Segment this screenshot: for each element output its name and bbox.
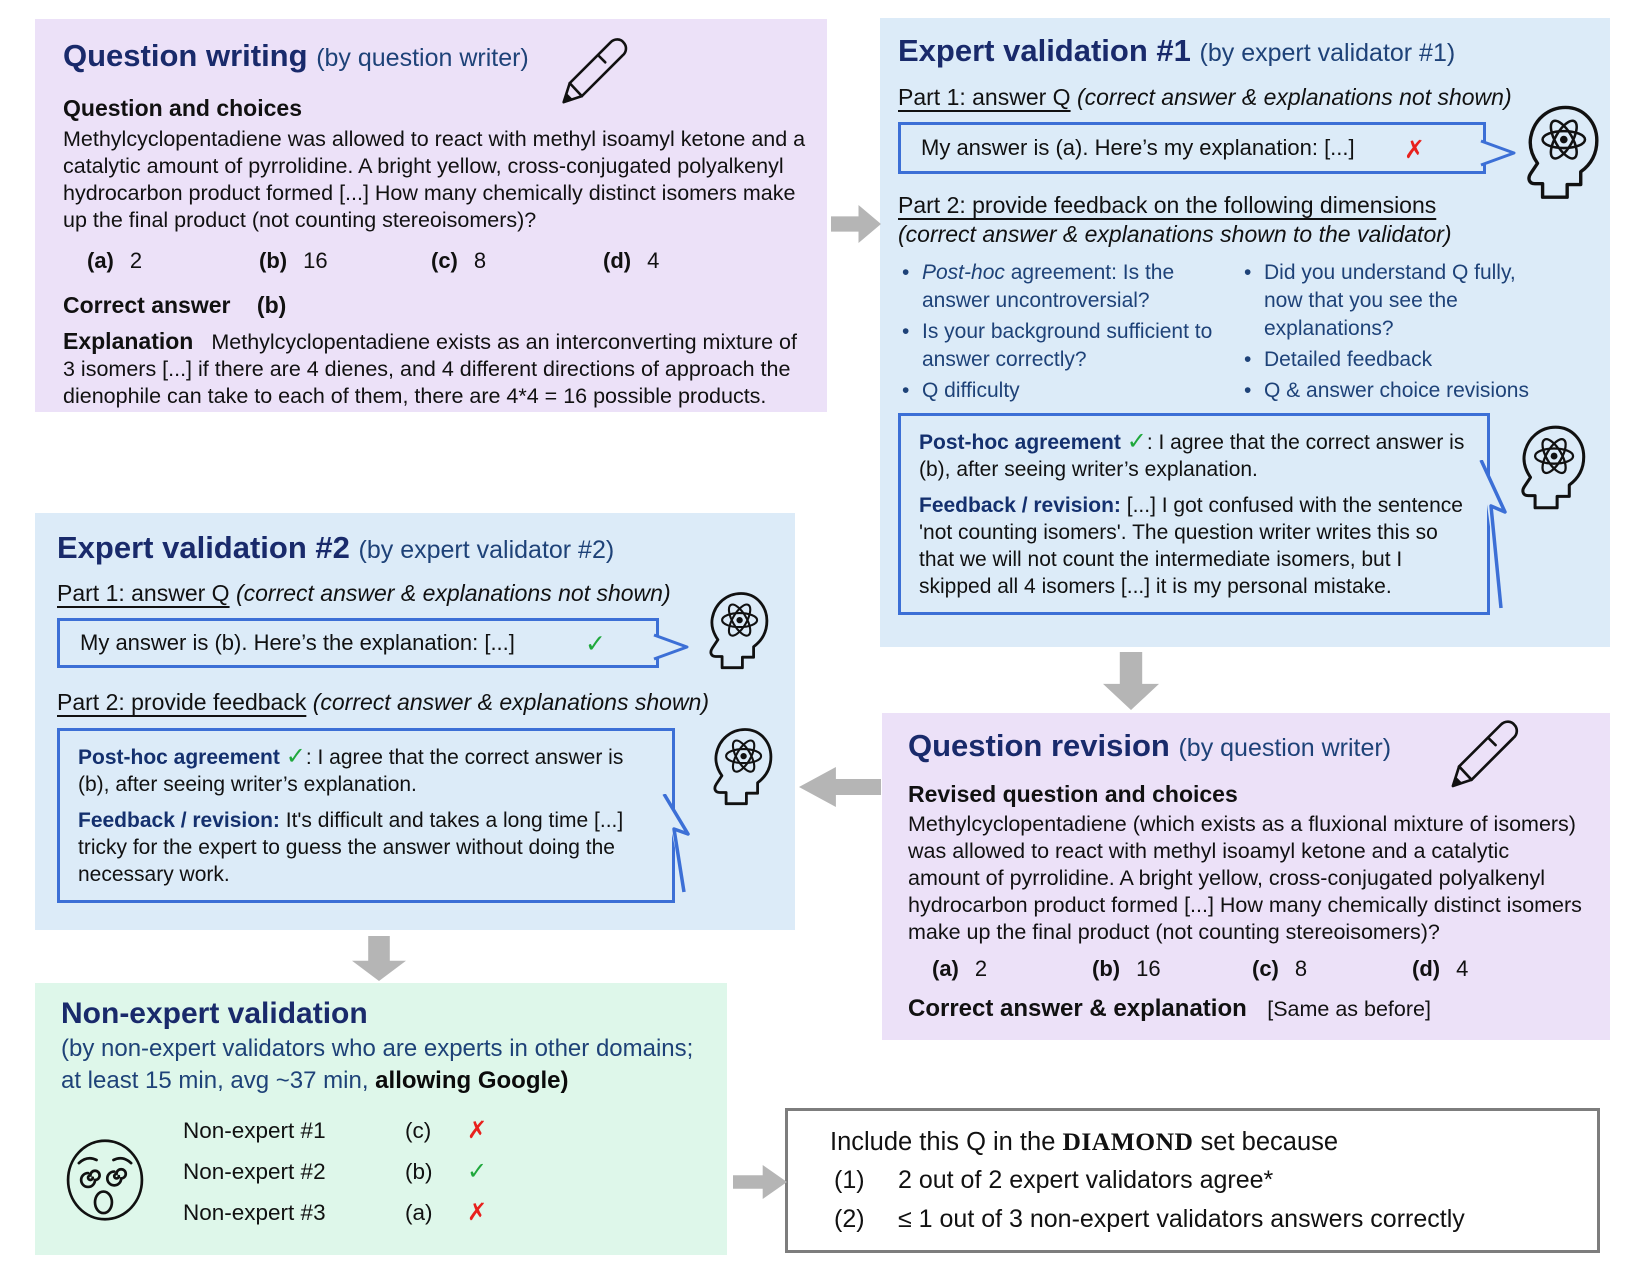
ev2-part1-note: (correct answer & explanations not shown): [235, 580, 671, 606]
ev1-part2-note: (correct answer & explanations shown to the validator): [898, 221, 1452, 247]
ev1-subtitle: (by expert validator #1): [1199, 39, 1456, 67]
ev1-title: Expert validation #1: [898, 33, 1191, 68]
ev2-part1-line: [57, 579, 775, 608]
choice-d: [603, 248, 659, 274]
arrow-nonexpert-to-diamond: [733, 1165, 787, 1199]
cross-icon: ✗: [467, 1199, 488, 1226]
choice-b: [1092, 956, 1252, 982]
diamond-criterion-2-text: ≤ 1 out of 3 non-expert validators answers correctly: [898, 1205, 1465, 1233]
qr-correct-label: Correct answer & explanation: [908, 995, 1247, 1022]
ev1-answer-bubble: [898, 122, 1486, 174]
question-writing-title: Question writing: [63, 38, 308, 73]
non-expert-validation-box: [35, 983, 727, 1255]
arrow-ev1-to-revision: [1103, 652, 1159, 710]
ev2-feedback-bubble: [57, 728, 675, 903]
ev1-bullets-col1: [898, 259, 1222, 405]
ne-row-3: [183, 1199, 487, 1227]
question-revision-box: [882, 713, 1610, 1040]
check-icon: ✓: [585, 630, 606, 658]
ev1-part2-label: Part 2: provide feedback on the following dimensions: [898, 192, 1437, 218]
diamond-criterion-2-number: (2): [834, 1205, 865, 1233]
expert-validation-2-box: [35, 513, 795, 930]
choice-b: [259, 248, 431, 274]
expert-head-atom-icon: [699, 589, 769, 675]
qr-title: Question revision: [908, 728, 1170, 763]
expert-head-atom-icon: [1510, 423, 1586, 515]
ne-row-3-name: Non-expert #3: [183, 1200, 326, 1225]
ev1-part1-line: [898, 83, 1590, 112]
ne-subtitle-line2-prefix: at least 15 min, avg ~37 min,: [61, 1067, 376, 1094]
speech-tail-icon: [653, 632, 689, 662]
speech-tail-icon: [1480, 138, 1516, 168]
choice-b-value: 16: [1136, 956, 1161, 981]
qr-correct-line: [908, 994, 1586, 1024]
diamond-criterion-1: [830, 1162, 1577, 1198]
explanation-text: Methylcyclopentadiene exists as an interconverting mixture of 3 isomers [...] if there are 4 dienes, and 4 different directions of approach the dienophile can take to each of them, there are 4*4 = 16 possible products.: [63, 330, 797, 408]
choice-a-value: 2: [974, 956, 988, 981]
ev2-part2-line: [57, 688, 775, 717]
ne-row-2: [183, 1158, 487, 1186]
ev2-title-row: [57, 529, 775, 569]
choice-a-label: (a): [932, 956, 959, 981]
diamond-line1-prefix: Include this Q in the: [830, 1128, 1063, 1156]
ev2-agreement-label: Post-hoc agreement: [78, 746, 280, 769]
ev1-title-row: [898, 32, 1590, 72]
ne-subtitle-line2-suffix: ): [560, 1067, 569, 1094]
choice-b-value: 16: [303, 248, 328, 273]
ev1-agreement-paragraph: [919, 428, 1469, 483]
choice-c: [431, 248, 603, 274]
cross-icon: ✗: [1404, 136, 1425, 164]
ev2-part2-label: Part 2: provide feedback: [57, 689, 307, 715]
ev2-feedback-text: It's difficult and takes a long time [...] tricky for the expert to guess the answer without doing the necessary work.: [78, 809, 624, 886]
ev2-feedback-label: Feedback / revision:: [78, 809, 280, 832]
ne-title: Non-expert validation: [61, 997, 368, 1030]
choice-b-label: (b): [1092, 956, 1121, 981]
dizzy-face-icon: [65, 1137, 145, 1223]
arrow-revision-to-ev2: [799, 767, 881, 807]
bullet-detailed-feedback: • Detailed feedback: [1240, 346, 1552, 374]
choice-c-label: (c): [1252, 956, 1279, 981]
ne-subtitle-allowing-google: allowing Google: [375, 1067, 561, 1094]
ev1-part2-line: [898, 191, 1590, 220]
choice-a-value: 2: [129, 248, 143, 273]
ev2-subtitle: (by expert validator #2): [358, 536, 615, 564]
explanation-paragraph: [63, 326, 811, 410]
choice-c: [1252, 956, 1412, 982]
correct-answer-value: (b): [256, 292, 287, 318]
check-icon: ✓: [467, 1158, 488, 1185]
choice-a: [87, 248, 259, 274]
choice-c-value: 8: [1294, 956, 1308, 981]
choice-a: [932, 956, 1092, 982]
correct-answer-line: [63, 290, 801, 320]
ev2-agreement-text: : I agree that the correct answer is (b), after seeing writer’s explanation.: [78, 746, 624, 796]
ev1-agreement-label: Post-hoc agreement: [919, 431, 1121, 454]
diamond-criterion-2: [830, 1201, 1577, 1237]
ev2-part1-label: Part 1: answer Q: [57, 580, 230, 606]
ev2-title: Expert validation #2: [57, 530, 350, 565]
expert-validation-1-box: [880, 18, 1610, 647]
ev2-part2-note: (correct answer & explanations shown): [312, 689, 710, 715]
choice-d-value: 4: [1456, 956, 1469, 981]
diamond-line1-suffix: set because: [1193, 1128, 1339, 1156]
ne-subtitle-line2: [61, 1065, 703, 1097]
speech-tail-zigzag-icon: [656, 794, 696, 894]
qr-question-text: Methylcyclopentadiene (which exists as a fluxional mixture of isomers) was allowed to react with methyl isoamyl ketone and a catalytic amount of pyrrolidine. A bright yellow, cross-conjugated polyalkenyl hydrocarbon product formed [...] How many chemically distinct isomers make up the final product (not counting stereoisomers)?: [908, 812, 1582, 944]
bullet-difficulty: • Q difficulty: [898, 377, 1222, 405]
diamond-criteria-box: [785, 1108, 1600, 1253]
ev1-feedback-paragraph: [919, 492, 1469, 600]
qr-choices-row: [908, 956, 1586, 982]
ev1-feedback-label: Feedback / revision:: [919, 494, 1121, 517]
question-writing-box: [35, 19, 827, 412]
ne-row-1-answer: (c): [405, 1118, 432, 1143]
speech-tail-zigzag-icon: [1471, 460, 1513, 610]
bullet-posthoc-italic: Post-hoc: [922, 261, 1005, 284]
choice-c-label: (c): [431, 248, 458, 273]
choice-c-value: 8: [473, 248, 487, 273]
question-text: Methylcyclopentadiene was allowed to react with methyl isoamyl ketone and a catalytic amount of pyrrolidine. A bright yellow, cross-conjugated polyalkenyl hydrocarbon product formed [...] How many chemically distinct isomers make up the final product (not counting stereoisomers)?: [63, 127, 806, 232]
ev2-answer-bubble: [57, 618, 659, 668]
choice-b-label: (b): [259, 248, 288, 273]
expert-head-atom-icon: [1514, 104, 1600, 204]
ne-results-list: [183, 1117, 487, 1227]
ev2-agreement-paragraph: [78, 743, 654, 798]
choice-d-label: (d): [1412, 956, 1441, 981]
diamond-set-name: DIAMOND: [1062, 1127, 1194, 1156]
bullet-revisions: • Q & answer choice revisions: [1240, 377, 1552, 405]
qr-correct-note: [Same as before]: [1267, 997, 1431, 1021]
ne-row-2-answer: (b): [405, 1159, 433, 1184]
qr-subtitle: (by question writer): [1178, 734, 1392, 762]
arrow-ev2-to-nonexpert: [352, 936, 406, 981]
bullet-posthoc-rest: agreement: Is the answer uncontroversial?: [922, 261, 1175, 312]
ne-row-2-name: Non-expert #2: [183, 1159, 326, 1184]
choice-d-value: 4: [647, 248, 660, 273]
qr-heading: Revised question and choices: [908, 781, 1238, 807]
question-choices-row: [63, 248, 801, 274]
ev1-agreement-text: : I agree that the correct answer is (b), after seeing writer’s explanation.: [919, 431, 1465, 481]
bullet-understand: • Did you understand Q fully, now that you see the explanations?: [1240, 259, 1552, 343]
arrow-writing-to-ev1: [831, 205, 881, 243]
question-writing-subtitle: (by question writer): [316, 44, 529, 72]
choice-d: [1412, 956, 1468, 982]
check-icon: ✓: [1126, 428, 1147, 455]
ne-row-3-answer: (a): [405, 1200, 433, 1225]
check-icon: ✓: [285, 743, 306, 770]
question-writing-title-row: [63, 37, 801, 77]
diamond-criterion-1-number: (1): [834, 1166, 865, 1194]
question-choices-heading: Question and choices: [63, 95, 302, 121]
ev1-part1-note: (correct answer & explanations not shown): [1076, 84, 1512, 110]
pen-icon: [1444, 713, 1524, 795]
ev1-feedback-bubble: [898, 413, 1490, 615]
ne-subtitle-line1: (by non-expert validators who are experts in other domains;: [61, 1035, 694, 1062]
ev2-answer-text: My answer is (b). Here’s the explanation: [...]: [80, 630, 515, 655]
diamond-criterion-1-text: 2 out of 2 expert validators agree*: [898, 1166, 1274, 1194]
choice-a-label: (a): [87, 248, 114, 273]
pen-icon: [555, 31, 633, 111]
ev1-bullets-col2: [1240, 259, 1552, 405]
expert-head-atom-icon: [703, 725, 773, 811]
ne-row-1-name: Non-expert #1: [183, 1118, 326, 1143]
correct-answer-label: Correct answer: [63, 292, 231, 318]
diamond-line1: [830, 1125, 1577, 1159]
ev2-feedback-paragraph: [78, 807, 654, 888]
ev1-answer-text: My answer is (a). Here’s my explanation: [...]: [921, 135, 1355, 160]
ev1-feedback-dimensions: [898, 259, 1590, 405]
ne-row-1: [183, 1117, 487, 1145]
bullet-posthoc-agreement: [898, 259, 1222, 315]
choice-d-label: (d): [603, 248, 632, 273]
cross-icon: ✗: [467, 1117, 488, 1144]
ev1-feedback-text: [...] I got confused with the sentence 'not counting isomers'. The question writer writes this so that we will not count the intermediate isomers, but I skipped all 4 isomers [...] it is my personal mistake.: [919, 494, 1463, 598]
bullet-background: • Is your background sufficient to answer correctly?: [898, 318, 1222, 374]
explanation-label: Explanation: [63, 328, 194, 354]
ev1-part1-label: Part 1: answer Q: [898, 84, 1071, 110]
